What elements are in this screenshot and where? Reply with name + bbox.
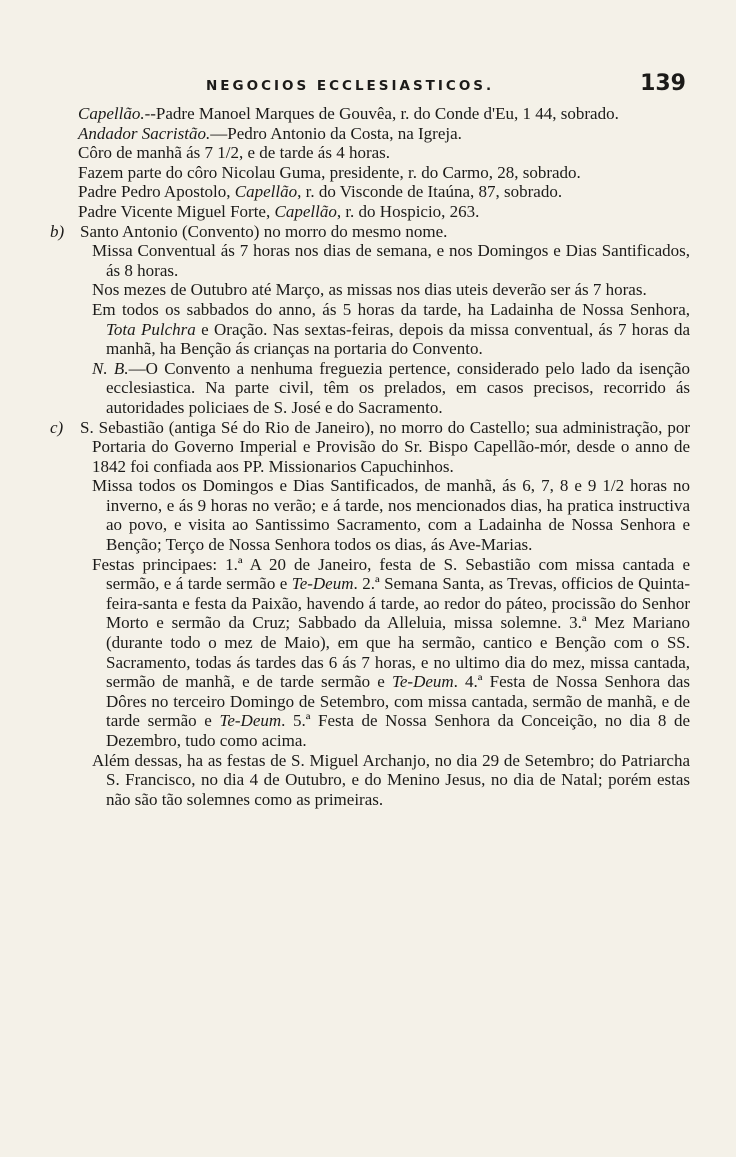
paragraph-festas-principaes bbox=[50, 555, 690, 751]
andador-text: —Pedro Antonio da Costa, na Igreja. bbox=[210, 123, 462, 143]
festas-text-d: . 5.ª Festa de Nossa Senhora da Conceição, no dia 8 de Dezembro, tudo como acima. bbox=[106, 711, 691, 750]
paragraph-outras-festas: Além dessas, ha as festas de S. Miguel Archanjo, no dia 29 de Setembro; do Patriarcha S. Francisco, no dia 4 de Outubro, e do Menino Jesus, no dia de Natal; porém estas não são tão solemnes como as primeiras. bbox=[92, 750, 690, 809]
paragraph-andador bbox=[50, 124, 690, 144]
paragraph-nota-bene bbox=[50, 359, 690, 418]
capellao-text: --Padre Manoel Marques de Gouvêa, r. do Conde d'Eu, 1 44, sobrado. bbox=[144, 104, 619, 123]
section-b-heading bbox=[50, 222, 690, 242]
te-deum-2: Te-Deum bbox=[391, 672, 454, 692]
pedro-address: , r. do Visconde de Itaúna, 87, sobrado. bbox=[297, 182, 563, 202]
paragraph-coro-members: Fazem parte do côro Nicolau Guma, presidente, r. do Carmo, 28, sobrado. bbox=[78, 162, 581, 182]
page-number: 139 bbox=[640, 71, 686, 96]
paragraph-capellao bbox=[50, 104, 690, 124]
paragraph-mezes: Nos mezes de Outubro até Março, as missas nos dias uteis deverão ser ás 7 horas. bbox=[92, 280, 647, 300]
pedro-role: Capellão bbox=[234, 182, 298, 202]
festas-text-c: . 4.ª Festa de Nossa Senhora das Dôres no terceiro Domingo de Setembro, com missa cantada, sermão de manhã, e de tarde sermão e bbox=[106, 672, 691, 731]
section-c-marker: c) bbox=[50, 417, 64, 437]
section-c-heading bbox=[50, 418, 690, 477]
capellao-heading: Capellão. bbox=[78, 104, 145, 123]
vicente-role: Capellão bbox=[274, 201, 337, 221]
page-body bbox=[50, 104, 690, 809]
running-title: NEGOCIOS ECCLESIASTICOS. bbox=[206, 78, 495, 94]
paragraph-missa-conventual: Missa Conventual ás 7 horas nos dias de semana, e nos Domingos e Dias Santificados, ás 8 horas. bbox=[92, 241, 690, 280]
paragraph-vicente-forte bbox=[50, 202, 690, 222]
paragraph-pedro-apostolo bbox=[50, 182, 690, 202]
vicente-address: , r. do Hospicio, 263. bbox=[336, 201, 480, 221]
festas-text-a: Festas principaes: 1.ª A 20 de Janeiro, festa de S. Sebastião com missa cantada e sermão, e á tarde sermão e bbox=[92, 554, 690, 594]
nota-bene-text: —O Convento a nenhuma freguezia pertence, considerado pelo lado da isenção ecclesiastica. Na parte civil, têm os prelados, em casos precisos, recorrido ás autoridades policiaes de S. José e do Sacramento. bbox=[106, 358, 690, 417]
section-c-text: S. Sebastião (antiga Sé do Rio de Janeiro), no morro do Castello; sua administração, por Portaria do Governo Imperial e Provisão do Sr. Bispo Capellão-mór, desde o anno de 1842 foi confiada aos PP. Missionarios Capuchinhos. bbox=[80, 417, 690, 476]
sabbados-text-b: e Oração. Nas sextas-feiras, depois da missa conventual, ás 7 horas da manhã, ha Benção ás crianças na portaria do Convento. bbox=[106, 319, 691, 359]
vicente-name: Padre Vicente Miguel Forte, bbox=[78, 201, 271, 221]
paragraph-missa-domingos: Missa todos os Domingos e Dias Santificados, de manhã, ás 6, 7, 8 e 9 1/2 horas no inverno, e ás 9 horas no verão; e á tarde, nos mencionados dias, ha pratica instructiva ao povo, e visita ao Santissimo Sacramento, com a Ladainha de Nossa Senhora e Benção; Terço de Nossa Senhora todos os dias, ás Ave-Marias. bbox=[92, 476, 690, 555]
sabbados-text-a: Em todos os sabbados do anno, ás 5 horas da tarde, ha Ladainha de Nossa Senhora, bbox=[92, 299, 690, 319]
paragraph-sabbados bbox=[50, 300, 690, 359]
andador-heading: Andador Sacristão. bbox=[78, 123, 211, 143]
tota-pulchra: Tota Pulchra bbox=[106, 319, 196, 339]
page-header bbox=[86, 71, 686, 104]
section-b-text: Santo Antonio (Convento) no morro do mesmo nome. bbox=[80, 221, 448, 241]
paragraph-coro: Côro de manhã ás 7 1/2, e de tarde ás 4 horas. bbox=[78, 143, 391, 163]
festas-text-b: . 2.ª Semana Santa, as Trevas, officios de Quinta-feira-santa e festa da Paixão, havendo á tarde, ao redor do páteo, procissão do Senhor Morto e sermão da Cruz; Sabbado da Alleluia, missa solemne. 3.ª Mez Mariano (durante todo o mez de Maio), em que ha sermão, cantico e Benção com o SS. Sacramento, todas ás tardes das 6 ás 7 horas, e no ultimo dia do mez, missa cantada, sermão de manhã, e de tarde sermão e bbox=[106, 574, 691, 692]
te-deum-3: Te-Deum bbox=[219, 711, 282, 731]
pedro-name: Padre Pedro Apostolo, bbox=[78, 182, 231, 202]
nota-bene-label: N. B. bbox=[92, 358, 129, 378]
te-deum-1: Te-Deum bbox=[291, 574, 354, 594]
section-b-marker: b) bbox=[50, 221, 65, 241]
